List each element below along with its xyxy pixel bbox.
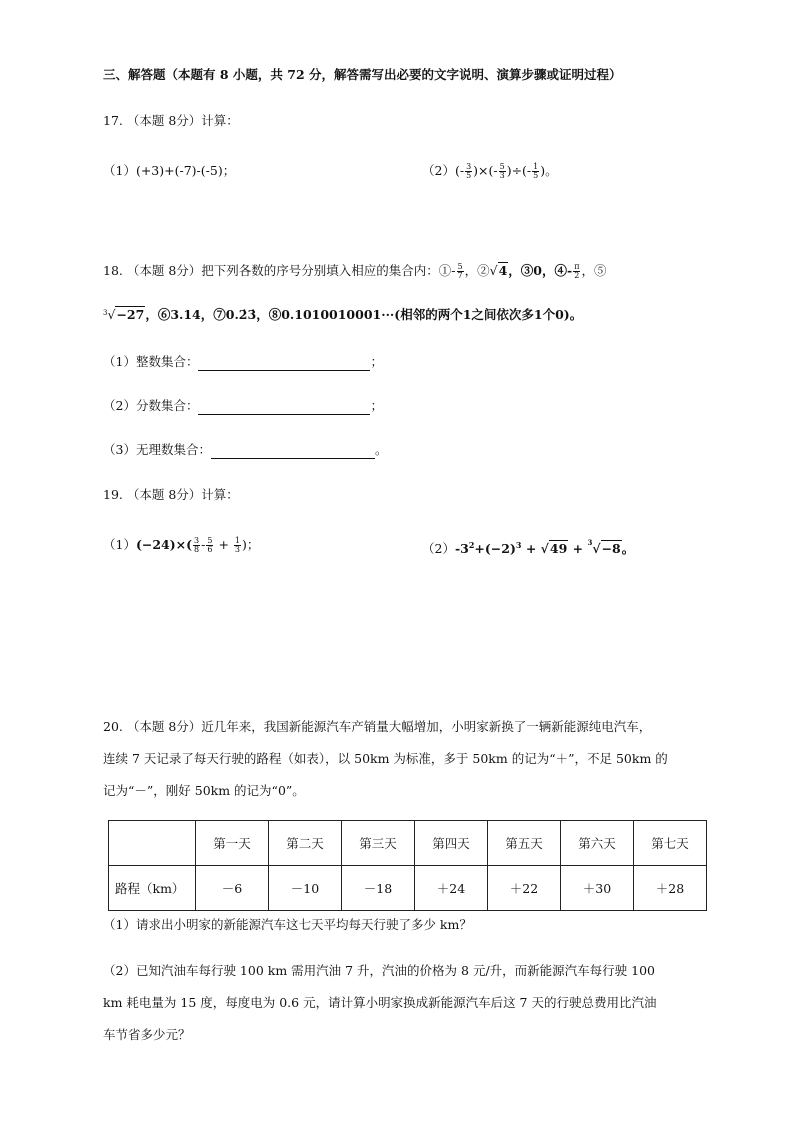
table-cell: －18 — [342, 866, 415, 911]
q20-line3: 记为“－”，刚好 50km 的记为“0”。 — [103, 783, 305, 798]
q19-p1-end: )； — [241, 537, 260, 552]
table-header-row — [109, 821, 707, 866]
table-cell: ＋24 — [415, 866, 488, 911]
table-cell: ＋28 — [634, 866, 707, 911]
q17-frac-2-den: 3 — [499, 171, 505, 180]
q19-minus: - — [201, 537, 206, 552]
q19-p2-seg-a: -3 — [454, 541, 469, 557]
table-cell: ＋30 — [561, 866, 634, 911]
q18-set3 — [103, 441, 387, 459]
q17-frac-3-den: 5 — [533, 171, 539, 180]
q18-cbrt-radicand: −27 — [116, 307, 145, 322]
table-header-cell: 第一天 — [196, 821, 269, 866]
q18-frac-1-num: 5 — [457, 262, 463, 271]
q19-cbrt-radicand: −8 — [601, 541, 621, 557]
q18-frac-1 — [457, 263, 464, 280]
q19-frac-3-num: 1 — [234, 536, 240, 545]
q18-set1-end: ； — [370, 354, 383, 369]
q17-frac-1 — [465, 163, 472, 180]
q18-frac-1-den: 7 — [457, 271, 463, 280]
q17-title: 17. （本题 8分）计算： — [103, 113, 239, 128]
q19-cbrt: √−8 — [592, 541, 621, 557]
q20-sub1: （1）请求出小明家的新能源汽车这七天平均每天行驶了多少 km？ — [103, 917, 472, 932]
table-cell: －10 — [269, 866, 342, 911]
q18-set2-blank[interactable] — [198, 400, 370, 415]
q18-set3-label: （3）无理数集合： — [103, 442, 211, 457]
q18-title: 18. （本题 8分）把下列各数的序号分别填入相应的集合内：①- — [103, 263, 456, 278]
q17-part2-label: （2） — [422, 163, 455, 178]
q18-set2 — [103, 397, 383, 415]
q18-line2-rest: ，⑥3.14，⑦0.2̇3̇，⑧0.1010010001···(相邻的两个1之间依次多1个0)。 — [145, 307, 583, 322]
q18-sep1: ，② — [464, 263, 490, 278]
q20-sub2-line2: km 耗电量为 15 度，每度电为 0.6 元，请计算小明家换成新能源汽车后这 7 天的行驶总费用比汽油 — [103, 995, 657, 1010]
q18-set2-end: ； — [370, 398, 383, 413]
table-cell: －6 — [196, 866, 269, 911]
q18-frac-pi — [573, 263, 580, 280]
q17-part1 — [103, 162, 235, 180]
table-header-cell: 第三天 — [342, 821, 415, 866]
table-header-cell: 第七天 — [634, 821, 707, 866]
q19-title: 19. （本题 8分）计算： — [103, 487, 239, 502]
q19-part2 — [422, 536, 634, 558]
q19-plus: + — [214, 537, 233, 552]
q19-frac-1-num: 3 — [194, 536, 200, 545]
distance-table — [108, 820, 707, 911]
table-cell: ＋22 — [488, 866, 561, 911]
q19-sqrt-radicand: 49 — [549, 541, 568, 557]
q18-set1-blank[interactable] — [198, 356, 370, 371]
q19-exp-2: 3 — [515, 540, 522, 550]
q18-set3-end: 。 — [374, 442, 388, 457]
q18-cbrt-index: 3 — [103, 309, 108, 317]
table-header-cell: 第二天 — [269, 821, 342, 866]
table-corner-cell — [109, 821, 196, 866]
q18-sqrt: √4 — [489, 263, 508, 278]
q18-cbrt: √−27 — [107, 307, 145, 322]
q18-line1 — [103, 262, 606, 280]
q19-p1-seg-a: (−24)×( — [135, 537, 193, 552]
table-header-cell: 第五天 — [488, 821, 561, 866]
table-header-cell: 第四天 — [415, 821, 488, 866]
section-heading: 三、解答题（本题有 8 小题，共 72 分，解答需写出必要的文字说明、演算步骤或证明过程） — [103, 67, 622, 82]
table-row — [109, 866, 707, 911]
q19-p2-seg-c: + — [521, 541, 541, 557]
q17-p2-seg-c: )÷(- — [506, 163, 532, 178]
q18-set1 — [103, 353, 383, 371]
q17-frac-1-num: 3 — [466, 162, 472, 171]
q18-frac-pi-num: π — [574, 262, 580, 271]
q17-frac-3 — [532, 163, 539, 180]
q17-part2 — [422, 162, 558, 180]
q19-exp-1: 2 — [468, 540, 475, 550]
q17-p2-seg-b: )×(- — [473, 163, 498, 178]
q18-set1-label: （1）整数集合： — [103, 354, 199, 369]
q19-frac-2 — [206, 537, 213, 554]
q19-frac-1 — [193, 537, 200, 554]
q19-sqrt: √49 — [540, 541, 568, 557]
q18-frac-pi-den: 2 — [574, 271, 580, 280]
q19-p2-seg-b: +(−2) — [474, 541, 516, 557]
q17-part1-expr: (+3)+(-7)-(-5)； — [135, 163, 236, 178]
q20-sub2-line3: 车节省多少元？ — [103, 1027, 191, 1042]
q18-sqrt-radicand: 4 — [498, 263, 508, 278]
q17-p2-end: )。 — [540, 163, 558, 178]
q18-line2 — [103, 306, 582, 324]
q17-part1-label: （1） — [103, 163, 136, 178]
q18-set2-label: （2）分数集合： — [103, 398, 199, 413]
q17-p2-seg-a: (- — [454, 163, 465, 178]
q18-sep2: ，③0，④- — [508, 263, 573, 278]
q19-frac-1-den: 8 — [194, 545, 200, 554]
q18-sep3: ，⑤ — [581, 263, 607, 278]
q19-frac-2-den: 6 — [207, 545, 213, 554]
q17-frac-1-den: 5 — [466, 171, 472, 180]
q17-frac-2-num: 5 — [499, 162, 505, 171]
table-header-cell: 第六天 — [561, 821, 634, 866]
q19-part1 — [103, 536, 259, 554]
q19-frac-3-den: 3 — [234, 545, 240, 554]
q19-cbrt-index: 3 — [587, 538, 593, 547]
q20-line2: 连续 7 天记录了每天行驶的路程（如表），以 50km 为标准，多于 50km 的记为“＋”，不足 50km 的 — [103, 751, 668, 766]
q19-p2-seg-d: + — [568, 541, 588, 557]
q17-frac-3-num: 1 — [533, 162, 539, 171]
q19-frac-3 — [234, 537, 241, 554]
q20-sub2-line1: （2）已知汽油车每行驶 100 km 需用汽油 7 升，汽油的价格为 8 元/升，而新能源汽车每行驶 100 — [103, 963, 656, 978]
q17-frac-2 — [499, 163, 506, 180]
q19-p2-end: 。 — [621, 541, 635, 557]
q20-line1: 20. （本题 8分）近几年来，我国新能源汽车产销量大幅增加，小明家新换了一辆新能源纯电汽车， — [103, 719, 652, 734]
table-row-label: 路程（km） — [109, 866, 196, 911]
q18-set3-blank[interactable] — [211, 444, 375, 459]
q19-part1-label: （1） — [103, 537, 136, 552]
q19-frac-2-num: 5 — [207, 536, 213, 545]
q19-part2-label: （2） — [422, 541, 455, 557]
